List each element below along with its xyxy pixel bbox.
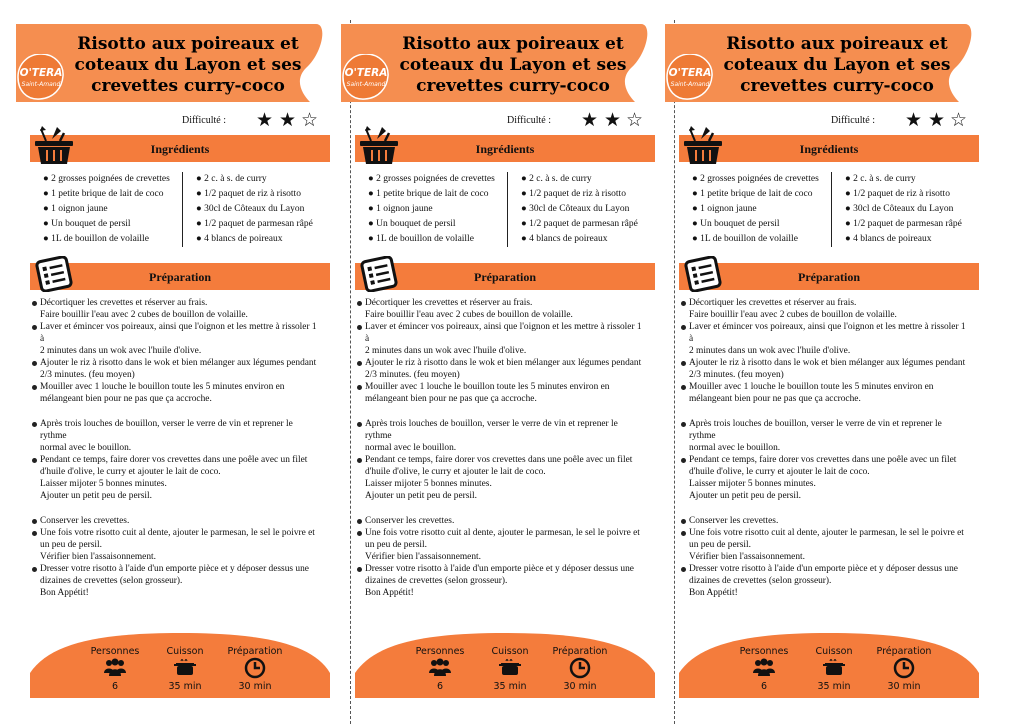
step-line: Vérifier bien l'assaisonnement. bbox=[365, 552, 481, 562]
footer-banner bbox=[30, 633, 330, 698]
step-line: Pendant ce temps, faire dorer vos crevettes dans une poêle avec un filet bbox=[365, 455, 633, 465]
list-item: ● 1 oignon jaune bbox=[692, 204, 757, 214]
persons-value: 6 bbox=[111, 681, 119, 692]
step-line: dizaines de crevettes (selon grosseur). bbox=[40, 576, 183, 586]
otera-logo: O'TERA Saint-Amand bbox=[341, 54, 391, 100]
step-line: Ajouter le riz à risotto dans le wok et bien mélanger aux légumes pendant bbox=[40, 358, 317, 368]
prep-time-value: 30 min bbox=[238, 681, 272, 692]
step-line: Vérifier bien l'assaisonnement. bbox=[689, 552, 805, 562]
otera-logo: O'TERA Saint-Amand bbox=[665, 54, 715, 100]
step-line: Pendant ce temps, faire dorer vos crevettes dans une poêle avec un filet bbox=[689, 455, 957, 465]
step-gap bbox=[30, 502, 320, 515]
step-line: dizaines de crevettes (selon grosseur). bbox=[365, 576, 508, 586]
step-item bbox=[30, 563, 320, 599]
star-icon: ★ bbox=[279, 109, 297, 131]
cooking-value: 35 min bbox=[493, 681, 527, 692]
bullet-icon bbox=[32, 385, 37, 390]
step-line: Mouiller avec 1 louche le bouillon toute les 5 minutes environ en bbox=[689, 382, 934, 392]
pot-icon bbox=[499, 657, 521, 677]
checklist-icon bbox=[34, 256, 76, 292]
step-item bbox=[679, 321, 969, 357]
bullet-icon bbox=[681, 361, 686, 366]
step-line: Bon Appétit! bbox=[689, 588, 738, 598]
star-icon: ☆ bbox=[950, 109, 968, 131]
step-line: Une fois votre risotto cuit al dente, ajouter le parmesan, le sel le poivre et bbox=[40, 528, 315, 538]
bullet-icon bbox=[32, 567, 37, 572]
bullet-icon bbox=[681, 325, 686, 330]
basket-icon bbox=[34, 125, 74, 167]
step-line: Dresser votre risotto à l'aide d'un emporte pièce et y déposer dessus une bbox=[689, 564, 958, 574]
checklist-icon bbox=[683, 256, 725, 292]
step-line: Laisser mijoter 5 bonnes minutes. bbox=[689, 479, 816, 489]
star-icon: ★ bbox=[905, 109, 923, 131]
bullet-icon bbox=[681, 422, 686, 427]
step-item bbox=[355, 563, 645, 599]
step-item bbox=[355, 418, 645, 454]
cooking-label: Cuisson bbox=[815, 646, 853, 657]
prep-time-value: 30 min bbox=[887, 681, 921, 692]
list-item: ● 1/2 paquet de riz à risotto bbox=[196, 189, 301, 199]
list-item: ● Un bouquet de persil bbox=[368, 219, 456, 229]
cooking-value: 35 min bbox=[168, 681, 202, 692]
step-line: Ajouter un petit peu de persil. bbox=[365, 491, 477, 501]
step-line: mélangeant bien pour ne pas que ça accroche. bbox=[40, 394, 212, 404]
step-line: un peu de persil. bbox=[40, 540, 102, 550]
step-line: 2/3 minutes. (feu moyen) bbox=[689, 370, 784, 380]
step-line: normal avec le bouillon. bbox=[40, 443, 132, 453]
step-line: d'huile d'olive, le curry et ajouter le lait de coco. bbox=[689, 467, 870, 477]
step-gap bbox=[355, 405, 645, 418]
step-line: 2/3 minutes. (feu moyen) bbox=[40, 370, 135, 380]
bullet-icon bbox=[357, 325, 362, 330]
ingredients-right bbox=[845, 172, 962, 247]
column-divider bbox=[182, 172, 183, 247]
step-item bbox=[355, 357, 645, 381]
persons-label: Personnes bbox=[90, 646, 140, 657]
bullet-icon bbox=[357, 567, 362, 572]
list-item: ● 30cl de Côteaux du Layon bbox=[521, 204, 630, 214]
step-line: Décortiquer les crevettes et réserver au frais. bbox=[689, 298, 857, 308]
difficulty-label: Difficulté : bbox=[507, 115, 551, 126]
step-line: 2/3 minutes. (feu moyen) bbox=[365, 370, 460, 380]
preparation-steps bbox=[355, 297, 645, 599]
bullet-icon bbox=[32, 301, 37, 306]
list-item: ● 1L de bouillon de volaille bbox=[692, 234, 798, 244]
bullet-icon bbox=[681, 567, 686, 572]
step-item bbox=[679, 515, 969, 527]
clock-icon bbox=[569, 657, 591, 679]
bullet-icon bbox=[32, 325, 37, 330]
step-gap bbox=[679, 405, 969, 418]
step-item bbox=[30, 418, 320, 454]
step-line: d'huile d'olive, le curry et ajouter le lait de coco. bbox=[365, 467, 546, 477]
persons-value: 6 bbox=[760, 681, 768, 692]
list-item: ● 1L de bouillon de volaille bbox=[43, 234, 149, 244]
step-line: mélangeant bien pour ne pas que ça accroche. bbox=[689, 394, 861, 404]
difficulty-label: Difficulté : bbox=[182, 115, 226, 126]
bullet-icon bbox=[357, 458, 362, 463]
list-item: ● 4 blancs de poireaux bbox=[521, 234, 608, 244]
recipe-title: Risotto aux poireaux et coteaux du Layon et ses crevettes curry-coco bbox=[74, 34, 302, 96]
preparation-heading: Préparation bbox=[149, 270, 211, 284]
people-icon bbox=[428, 657, 452, 677]
step-line: 2 minutes dans un wok avec l'huile d'olive. bbox=[689, 346, 851, 356]
step-line: Bon Appétit! bbox=[365, 588, 414, 598]
preparation-steps bbox=[30, 297, 320, 599]
difficulty-rating bbox=[495, 110, 655, 130]
list-item: ● Un bouquet de persil bbox=[43, 219, 131, 229]
step-line: Ajouter le riz à risotto dans le wok et bien mélanger aux légumes pendant bbox=[689, 358, 966, 368]
ingredients-heading: Ingrédients bbox=[475, 142, 535, 156]
list-item: ● 2 c. à s. de curry bbox=[845, 174, 916, 184]
column-divider bbox=[831, 172, 832, 247]
difficulty-label: Difficulté : bbox=[831, 115, 875, 126]
list-item: ● 2 grosses poignées de crevettes bbox=[368, 174, 495, 184]
recipe-card bbox=[325, 0, 645, 724]
step-line: Laisser mijoter 5 bonnes minutes. bbox=[40, 479, 167, 489]
preparation-steps bbox=[679, 297, 969, 599]
list-item: ● 1/2 paquet de parmesan râpé bbox=[521, 219, 638, 229]
list-item: ● 2 c. à s. de curry bbox=[196, 174, 267, 184]
step-line: Faire bouillir l'eau avec 2 cubes de bouillon de volaille. bbox=[365, 310, 573, 320]
step-item bbox=[679, 357, 969, 381]
checklist-icon bbox=[359, 256, 401, 292]
step-line: Dresser votre risotto à l'aide d'un emporte pièce et y déposer dessus une bbox=[365, 564, 634, 574]
bullet-icon bbox=[681, 519, 686, 524]
step-line: 2 minutes dans un wok avec l'huile d'olive. bbox=[365, 346, 527, 356]
step-line: Après trois louches de bouillon, verser le verre de vin et reprener le rythme bbox=[40, 419, 293, 441]
recipe-card bbox=[0, 0, 320, 724]
step-line: Une fois votre risotto cuit al dente, ajouter le parmesan, le sel le poivre et bbox=[689, 528, 964, 538]
step-item bbox=[30, 381, 320, 405]
step-line: Faire bouillir l'eau avec 2 cubes de bouillon de volaille. bbox=[689, 310, 897, 320]
step-line: normal avec le bouillon. bbox=[365, 443, 457, 453]
step-line: d'huile d'olive, le curry et ajouter le lait de coco. bbox=[40, 467, 221, 477]
step-item bbox=[679, 527, 969, 563]
step-item bbox=[355, 321, 645, 357]
star-icon: ☆ bbox=[626, 109, 644, 131]
footer-banner bbox=[355, 633, 655, 698]
list-item: ● 1 petite brique de lait de coco bbox=[368, 189, 489, 199]
step-line: un peu de persil. bbox=[365, 540, 427, 550]
step-line: dizaines de crevettes (selon grosseur). bbox=[689, 576, 832, 586]
star-icon: ★ bbox=[581, 109, 599, 131]
step-line: mélangeant bien pour ne pas que ça accroche. bbox=[365, 394, 537, 404]
list-item: ● 4 blancs de poireaux bbox=[845, 234, 932, 244]
ingredients-left bbox=[43, 172, 170, 247]
bullet-icon bbox=[681, 385, 686, 390]
step-line: Laver et émincer vos poireaux, ainsi que l'oignon et les mettre à rissoler 1 à bbox=[689, 322, 966, 344]
step-item bbox=[30, 297, 320, 321]
list-item: ● 1 petite brique de lait de coco bbox=[692, 189, 813, 199]
step-line: Ajouter un petit peu de persil. bbox=[40, 491, 152, 501]
step-item bbox=[355, 515, 645, 527]
bullet-icon bbox=[357, 519, 362, 524]
ingredients-right bbox=[196, 172, 313, 247]
step-item bbox=[679, 454, 969, 502]
bullet-icon bbox=[357, 422, 362, 427]
bullet-icon bbox=[32, 531, 37, 536]
preparation-heading: Préparation bbox=[474, 270, 536, 284]
prep-time-label: Préparation bbox=[876, 646, 932, 657]
ingredients-left bbox=[692, 172, 819, 247]
list-item: ● 1/2 paquet de riz à risotto bbox=[521, 189, 626, 199]
step-gap bbox=[30, 405, 320, 418]
cooking-value: 35 min bbox=[817, 681, 851, 692]
list-item: ● 1L de bouillon de volaille bbox=[368, 234, 474, 244]
step-line: Ajouter le riz à risotto dans le wok et bien mélanger aux légumes pendant bbox=[365, 358, 642, 368]
bullet-icon bbox=[681, 301, 686, 306]
bullet-icon bbox=[32, 458, 37, 463]
list-item: ● 1 petite brique de lait de coco bbox=[43, 189, 164, 199]
recipe-card bbox=[649, 0, 969, 724]
step-item bbox=[355, 297, 645, 321]
ingredients-bar bbox=[679, 135, 979, 162]
step-line: Laver et émincer vos poireaux, ainsi que l'oignon et les mettre à rissoler 1 à bbox=[40, 322, 317, 344]
list-item: ● 2 grosses poignées de crevettes bbox=[692, 174, 819, 184]
step-line: Laver et émincer vos poireaux, ainsi que l'oignon et les mettre à rissoler 1 à bbox=[365, 322, 642, 344]
star-icon: ☆ bbox=[301, 109, 319, 131]
basket-icon bbox=[359, 125, 399, 167]
step-item bbox=[30, 357, 320, 381]
step-line: Mouiller avec 1 louche le bouillon toute les 5 minutes environ en bbox=[365, 382, 610, 392]
people-icon bbox=[103, 657, 127, 677]
bullet-icon bbox=[32, 361, 37, 366]
step-item bbox=[679, 563, 969, 599]
list-item: ● 2 grosses poignées de crevettes bbox=[43, 174, 170, 184]
step-gap bbox=[355, 502, 645, 515]
step-gap bbox=[679, 502, 969, 515]
step-line: Laisser mijoter 5 bonnes minutes. bbox=[365, 479, 492, 489]
bullet-icon bbox=[681, 531, 686, 536]
step-item bbox=[30, 321, 320, 357]
step-line: Mouiller avec 1 louche le bouillon toute les 5 minutes environ en bbox=[40, 382, 285, 392]
step-line: Bon Appétit! bbox=[40, 588, 89, 598]
bullet-icon bbox=[357, 301, 362, 306]
pot-icon bbox=[174, 657, 196, 677]
list-item: ● 1 oignon jaune bbox=[368, 204, 433, 214]
recipe-title: Risotto aux poireaux et coteaux du Layon et ses crevettes curry-coco bbox=[399, 34, 627, 96]
ingredients-heading: Ingrédients bbox=[799, 142, 859, 156]
step-line: Pendant ce temps, faire dorer vos crevettes dans une poêle avec un filet bbox=[40, 455, 308, 465]
recipe-title: Risotto aux poireaux et coteaux du Layon et ses crevettes curry-coco bbox=[723, 34, 951, 96]
step-item bbox=[30, 515, 320, 527]
footer-banner bbox=[679, 633, 979, 698]
list-item: ● 1 oignon jaune bbox=[43, 204, 108, 214]
clock-icon bbox=[244, 657, 266, 679]
step-item bbox=[30, 527, 320, 563]
cooking-label: Cuisson bbox=[491, 646, 529, 657]
prep-time-label: Préparation bbox=[552, 646, 608, 657]
step-line: 2 minutes dans un wok avec l'huile d'olive. bbox=[40, 346, 202, 356]
basket-icon bbox=[683, 125, 723, 167]
ingredients-heading: Ingrédients bbox=[150, 142, 210, 156]
people-icon bbox=[752, 657, 776, 677]
step-line: Après trois louches de bouillon, verser le verre de vin et reprener le rythme bbox=[689, 419, 942, 441]
column-divider bbox=[507, 172, 508, 247]
persons-label: Personnes bbox=[415, 646, 465, 657]
list-item: ● 1/2 paquet de riz à risotto bbox=[845, 189, 950, 199]
prep-time-label: Préparation bbox=[227, 646, 283, 657]
list-item: ● Un bouquet de persil bbox=[692, 219, 780, 229]
step-item bbox=[679, 381, 969, 405]
step-line: Conserver les crevettes. bbox=[365, 516, 455, 526]
bullet-icon bbox=[357, 385, 362, 390]
cooking-label: Cuisson bbox=[166, 646, 204, 657]
star-icon: ★ bbox=[256, 109, 274, 131]
persons-label: Personnes bbox=[739, 646, 789, 657]
ingredients-bar bbox=[355, 135, 655, 162]
bullet-icon bbox=[32, 422, 37, 427]
list-item: ● 30cl de Côteaux du Layon bbox=[845, 204, 954, 214]
step-item bbox=[355, 527, 645, 563]
step-line: Faire bouillir l'eau avec 2 cubes de bouillon de volaille. bbox=[40, 310, 248, 320]
step-item bbox=[679, 418, 969, 454]
step-line: Dresser votre risotto à l'aide d'un emporte pièce et y déposer dessus une bbox=[40, 564, 309, 574]
star-icon: ★ bbox=[604, 109, 622, 131]
list-item: ● 2 c. à s. de curry bbox=[521, 174, 592, 184]
step-line: un peu de persil. bbox=[689, 540, 751, 550]
preparation-heading: Préparation bbox=[798, 270, 860, 284]
step-item bbox=[355, 381, 645, 405]
difficulty-rating bbox=[170, 110, 330, 130]
list-item: ● 1/2 paquet de parmesan râpé bbox=[845, 219, 962, 229]
step-line: Conserver les crevettes. bbox=[689, 516, 779, 526]
step-item bbox=[355, 454, 645, 502]
step-item bbox=[679, 297, 969, 321]
step-line: normal avec le bouillon. bbox=[689, 443, 781, 453]
otera-logo: O'TERA Saint-Amand bbox=[16, 54, 66, 100]
step-line: Conserver les crevettes. bbox=[40, 516, 130, 526]
step-item bbox=[30, 454, 320, 502]
bullet-icon bbox=[32, 519, 37, 524]
step-line: Décortiquer les crevettes et réserver au frais. bbox=[365, 298, 533, 308]
ingredients-right bbox=[521, 172, 638, 247]
prep-time-value: 30 min bbox=[563, 681, 597, 692]
clock-icon bbox=[893, 657, 915, 679]
step-line: Après trois louches de bouillon, verser le verre de vin et reprener le rythme bbox=[365, 419, 618, 441]
difficulty-rating bbox=[819, 110, 979, 130]
list-item: ● 1/2 paquet de parmesan râpé bbox=[196, 219, 313, 229]
bullet-icon bbox=[357, 531, 362, 536]
pot-icon bbox=[823, 657, 845, 677]
step-line: Vérifier bien l'assaisonnement. bbox=[40, 552, 156, 562]
ingredients-left bbox=[368, 172, 495, 247]
step-line: Une fois votre risotto cuit al dente, ajouter le parmesan, le sel le poivre et bbox=[365, 528, 640, 538]
persons-value: 6 bbox=[436, 681, 444, 692]
bullet-icon bbox=[357, 361, 362, 366]
ingredients-bar bbox=[30, 135, 330, 162]
step-line: Ajouter un petit peu de persil. bbox=[689, 491, 801, 501]
list-item: ● 30cl de Côteaux du Layon bbox=[196, 204, 305, 214]
bullet-icon bbox=[681, 458, 686, 463]
star-icon: ★ bbox=[928, 109, 946, 131]
list-item: ● 4 blancs de poireaux bbox=[196, 234, 283, 244]
step-line: Décortiquer les crevettes et réserver au frais. bbox=[40, 298, 208, 308]
